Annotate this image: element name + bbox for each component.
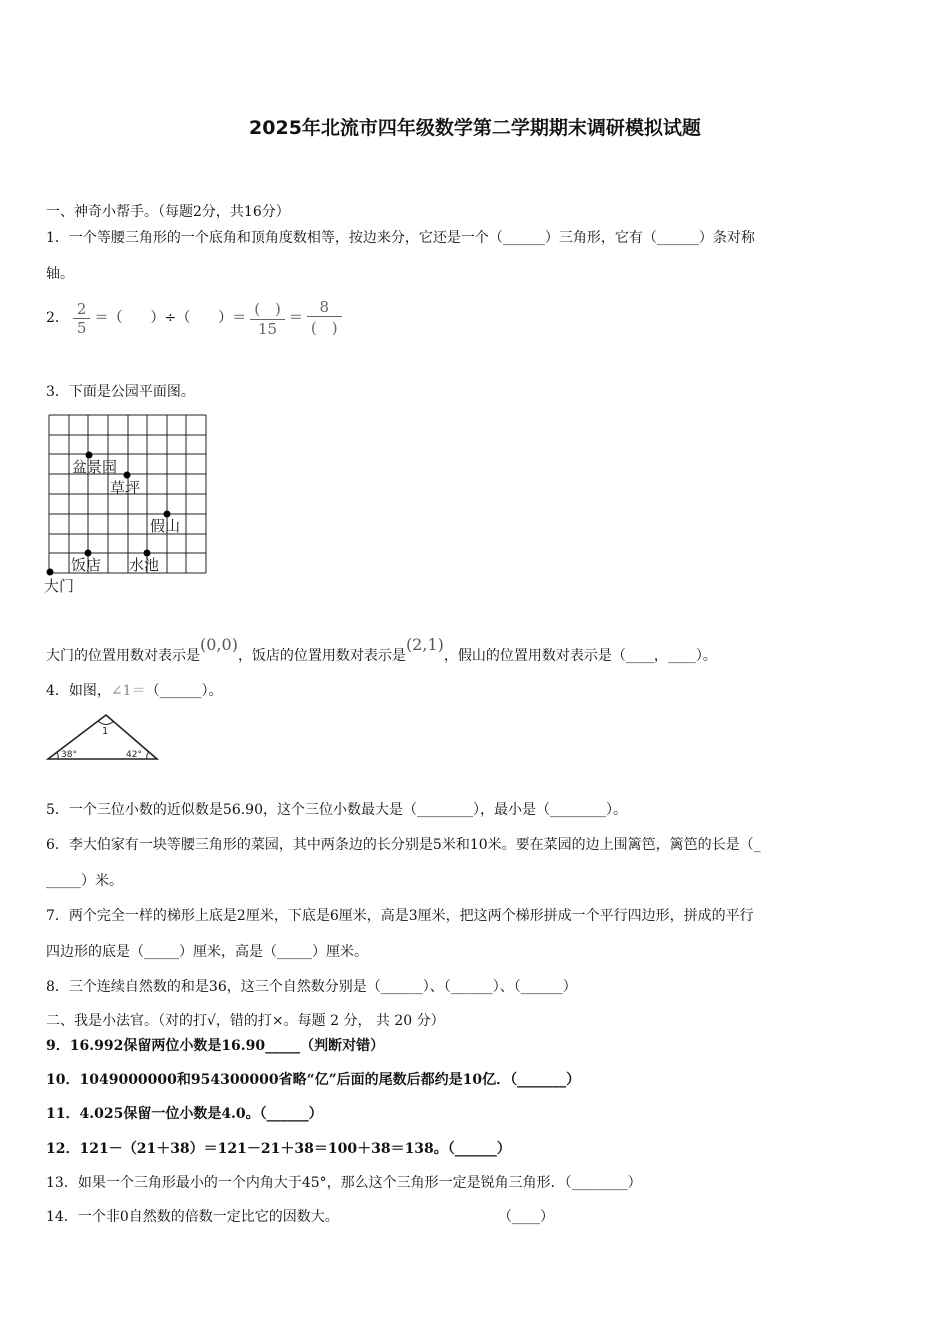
question-6-line-1: 6．李大伯家有一块等腰三角形的菜园，其中两条边的长分别是5米和10米。要在菜园的边上围篱笆，篱笆的长是（_	[46, 837, 761, 853]
fraction-blank-15: $\frac{( )}{15}$	[250, 298, 285, 338]
section-2-heading: 二、我是小法官。（对的打√，错的打×。每题 2 分， 共 20 分）	[46, 1013, 445, 1029]
question-2-middle: ＝（ ）÷（ ）＝	[94, 310, 247, 326]
damen-point	[47, 569, 54, 576]
question-14-text: 14．一个非0自然数的倍数一定比它的因数大。	[46, 1209, 339, 1225]
question-7-line-2: 四边形的底是（_____）厘米，高是（_____）厘米。	[46, 944, 368, 960]
park-map-grid	[40, 410, 220, 596]
coordinate-fandian: (2,1)	[405, 635, 444, 654]
penjing-label: 盆景园	[72, 458, 118, 476]
question-7-line-1: 7．两个完全一样的梯形上底是2厘米，下底是6厘米，高是3厘米，把这两个梯形拼成一个平行四边形，拼成的平行	[46, 908, 754, 924]
jiashan-label: 假山	[150, 517, 181, 535]
fandian-label: 饭店	[71, 556, 102, 574]
question-11: 11．4.025保留一位小数是4.0。（______）	[46, 1106, 323, 1122]
question-2-equals: ＝	[288, 310, 303, 326]
caoping-label: 草坪	[110, 479, 141, 497]
question-13: 13．如果一个三角形最小的一个内角大于45°，那么这个三角形一定是锐角三角形．（________）	[46, 1175, 642, 1191]
question-6-line-2: _____）米。	[46, 873, 123, 889]
triangle-figure	[44, 712, 162, 764]
fraction-2-5: $\frac{2}{5}$	[73, 300, 91, 337]
fraction-8-blank: $\frac{8}{( )}$	[307, 298, 342, 338]
caoping-point	[124, 472, 131, 479]
question-5: 5．一个三位小数的近似数是56.90，这个三位小数最大是（________），最小是（________）。	[46, 802, 627, 818]
question-3-text: 3．下面是公园平面图。	[46, 384, 195, 400]
question-3-answer: 大门的位置用数对表示是(0,0)，饭店的位置用数对表示是(2,1)，假山的位置用数对表示是（____，____）。	[46, 635, 717, 664]
question-14-blank: （____）	[498, 1209, 554, 1225]
section-1-heading: 一、神奇小帮手。（每题2分，共16分）	[46, 204, 290, 220]
question-2	[46, 298, 346, 338]
question-2-prefix: 2．	[46, 310, 69, 326]
question-1-line-1: 1．一个等腰三角形的一个底角和顶角度数相等，按边来分，它还是一个（______）三角形，它有（______）条对称	[46, 230, 755, 246]
question-4: 4．如图，∠1＝（______）。	[46, 683, 223, 699]
question-1-line-2: 轴。	[46, 266, 74, 282]
angle-1-label: 1	[102, 726, 109, 737]
question-12: 12．121－（21＋38）＝121－21＋38＝100＋38＝138。（______）	[46, 1141, 511, 1157]
shuichi-label: 水池	[129, 556, 160, 574]
angle-38-label: 38°	[61, 750, 77, 760]
question-8: 8．三个连续自然数的和是36，这三个自然数分别是（______）、（______）、（______）	[46, 979, 577, 995]
angle-symbol: ∠1＝	[110, 683, 146, 699]
page-title: 2025年北流市四年级数学第二学期期末调研模拟试题	[249, 117, 701, 139]
coordinate-damen: (0,0)	[200, 635, 238, 654]
angle-42-label: 42°	[126, 750, 142, 760]
question-9: 9．16.992保留两位小数是16.90_____（判断对错）	[46, 1038, 385, 1054]
question-10: 10．1049000000和954300000省略“亿”后面的尾数后都约是10亿．（_______）	[46, 1072, 581, 1088]
damen-label: 大门	[44, 577, 75, 595]
